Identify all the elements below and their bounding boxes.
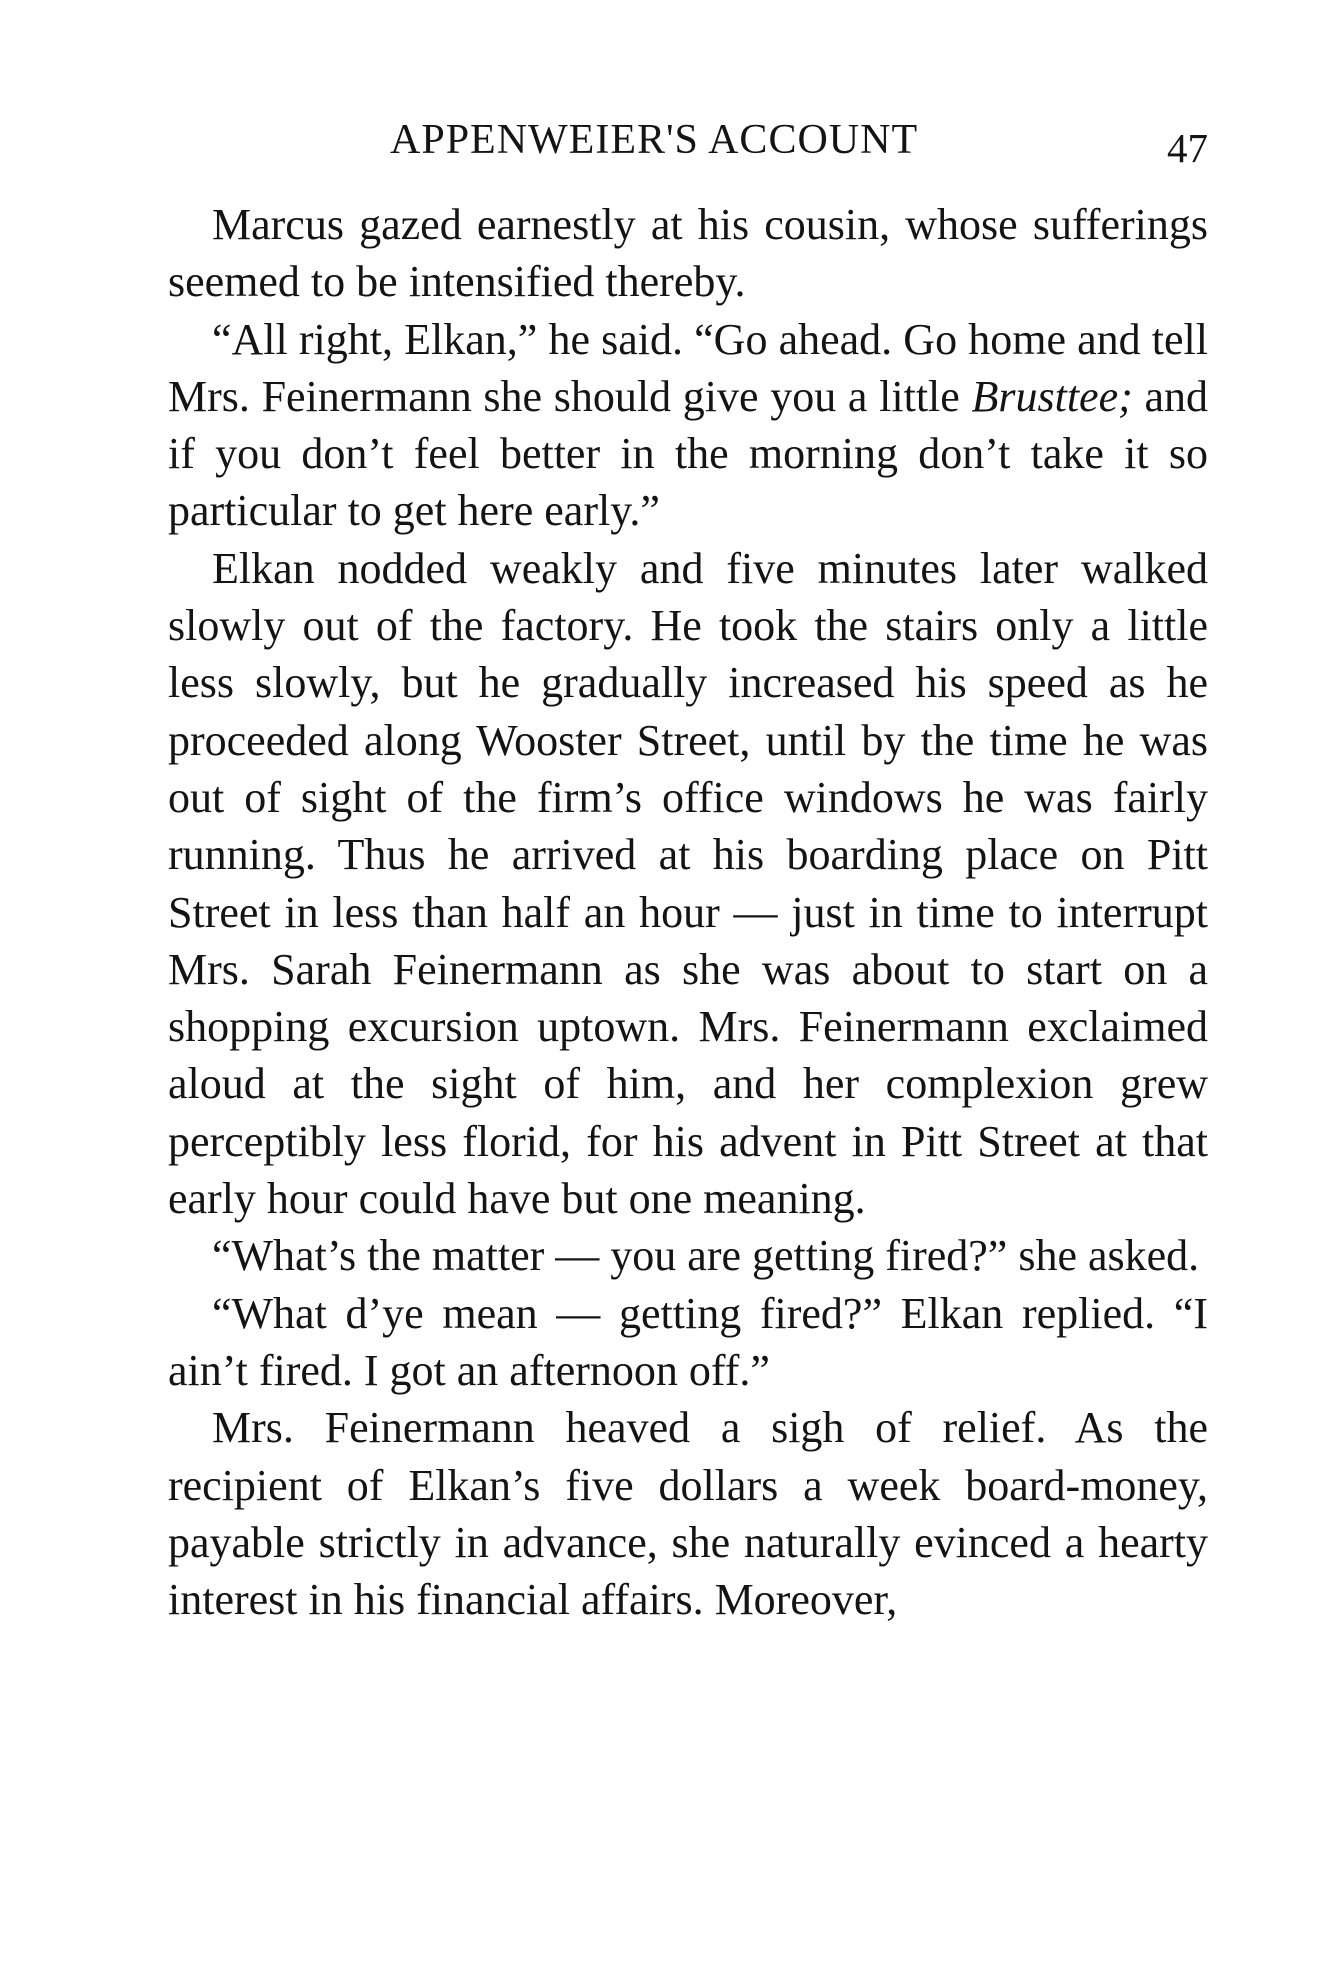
paragraph-2 bbox=[168, 311, 1208, 540]
paragraph-3: Elkan nodded weakly and five minutes later walked slowly out of the factory. He took the stairs only a little less slowly, but he gradually increased his speed as he proceeded along Wooster Street, until by the time he was out of sight of the firm’s office windows he was fairly running. Thus he arrived at his boarding place on Pitt Street in less than half an hour — just in time to interrupt Mrs. Sarah Feinermann as she was about to start on a shopping excursion uptown. Mrs. Feinermann exclaimed aloud at the sight of him, and her complexion grew perceptibly less florid, for his advent in Pitt Street at that early hour could have but one meaning. bbox=[168, 543, 1208, 1224]
paragraph-4: “What’s the matter — you are getting fired?” she asked. bbox=[212, 1231, 1200, 1281]
page-number: 47 bbox=[1167, 125, 1208, 171]
body-text bbox=[168, 196, 1208, 1628]
italic-word-brusttee: Brusttee; bbox=[971, 371, 1133, 421]
running-head bbox=[168, 110, 1208, 170]
paragraph-2-start: “All right, Elkan,” he said. “Go ahead. Go home and tell Mrs. Feinermann she should give you a little bbox=[168, 314, 1208, 421]
paragraph-2-end: and if you don’t feel better in the morning don’t take it so particular to get here early.” bbox=[168, 371, 1208, 536]
chapter-title: APPENWEIER'S ACCOUNT bbox=[390, 117, 919, 163]
paragraph-1: Marcus gazed earnestly at his cousin, whose sufferings seemed to be intensified thereby. bbox=[168, 200, 1208, 307]
paragraph-5: “What d’ye mean — getting fired?” Elkan replied. “I ain’t fired. I got an afternoon off.” bbox=[168, 1288, 1208, 1395]
paragraph-6: Mrs. Feinermann heaved a sigh of relief. As the recipient of Elkan’s five dollars a week board-money, payable strictly in advance, she naturally evinced a hearty interest in his financial affairs. Moreover, bbox=[168, 1403, 1208, 1625]
